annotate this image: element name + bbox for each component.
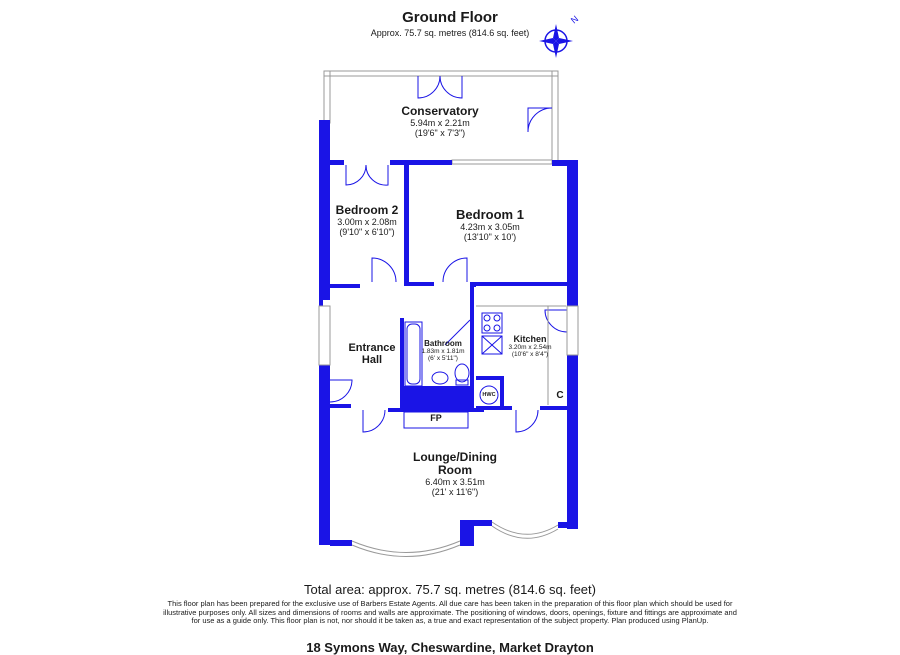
plan-title: Ground Floor [402, 9, 498, 26]
room-bathroom [416, 339, 470, 362]
room-dims-imperial: (10'6" x 8'4") [511, 351, 549, 358]
room-name-line-2: Hall [361, 354, 383, 366]
room-name: Bedroom 2 [335, 203, 399, 217]
room-name: Bathroom [424, 339, 462, 348]
compass-north-label: N [568, 13, 581, 26]
room-dims-metric: 3.20m x 2.54m [508, 344, 552, 351]
sink-icon [432, 372, 448, 384]
fireplace-label: FP [430, 413, 442, 423]
room-name: Conservatory [401, 104, 479, 118]
room-dims-imperial: (13'10" x 10') [463, 232, 517, 242]
room-bedroom-1 [410, 207, 570, 242]
plan-subtitle: Approx. 75.7 sq. metres (814.6 sq. feet) [370, 28, 530, 38]
cupboard-label: C [556, 390, 564, 401]
room-lounge-dining [380, 451, 530, 497]
hwc-label: HWC [482, 392, 496, 398]
bay-windows [352, 522, 558, 557]
room-dims-metric: 4.23m x 3.05m [460, 222, 520, 232]
room-kitchen [500, 334, 560, 358]
room-bedroom-2 [330, 203, 404, 237]
room-dims-imperial: (19'6" x 7'3") [414, 128, 466, 138]
kitchen-sink-icon [482, 336, 502, 354]
room-dims-metric: 1.83m x 1.81m [421, 348, 465, 355]
room-conservatory [350, 104, 530, 138]
room-dims-metric: 3.00m x 2.08m [337, 217, 397, 227]
room-dims-imperial: (6' x 5'11") [428, 355, 458, 362]
room-name: Kitchen [513, 334, 547, 344]
disclaimer-text: This floor plan has been prepared for the exclusive use of Barbers Estate Agents. All due care has been taken in the preparation of this floor plan which should be used for illustrative purposes only. All sizes and dimensions of rooms and walls are approximate. The positioning of windows, doors, openings, fixture and fittings are approximate and for use as a guide only. This floor plan is not, nor should it be taken as, a true and exact representation of the subject property. Plan produced using PlanUp. [163, 599, 737, 626]
room-name: Bedroom 1 [456, 207, 524, 222]
toilet-icon [455, 364, 469, 385]
room-dims-imperial: (21' x 11'6") [431, 487, 479, 497]
room-dims-metric: 6.40m x 3.51m [425, 477, 485, 487]
room-dims-metric: 5.94m x 2.21m [410, 118, 470, 128]
property-address: 18 Symons Way, Cheswardine, Market Drayton [306, 640, 594, 655]
compass-icon [539, 14, 580, 58]
room-dims-imperial: (9'10" x 6'10") [339, 227, 395, 237]
room-entrance-hall [342, 342, 402, 366]
room-name-line-2: Room [438, 463, 472, 477]
total-area: Total area: approx. 75.7 sq. metres (814.6 sq. feet) [304, 582, 596, 597]
hob-icon [482, 313, 502, 333]
room-name: Lounge/Dining [413, 450, 497, 464]
room-name: Entrance [348, 342, 396, 354]
